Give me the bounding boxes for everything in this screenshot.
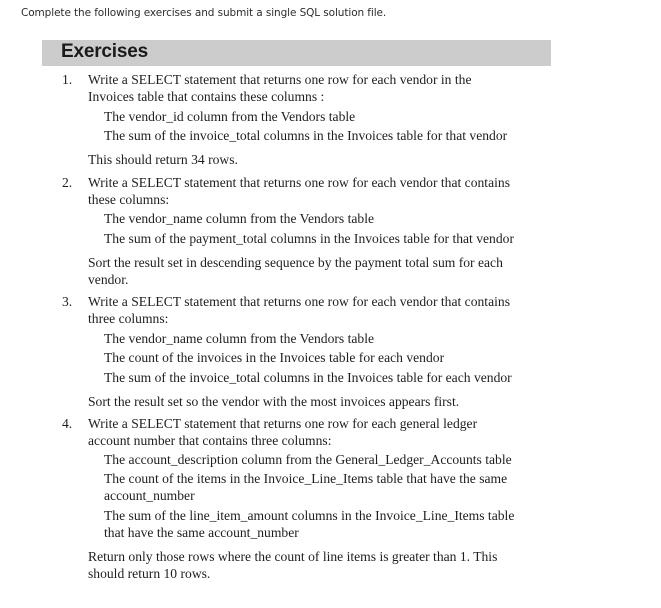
column-spec-line: The sum of the line_item_amount columns in the Invoice_Line_Items table: [104, 508, 515, 523]
column-spec-line: The vendor_id column from the Vendors table: [104, 109, 356, 124]
section-title: Exercises: [61, 41, 148, 62]
column-spec-line: The vendor_name column from the Vendors table: [104, 211, 375, 226]
column-spec-line: that have the same account_number: [104, 525, 299, 540]
exercise-number: 4.: [62, 416, 73, 431]
exercise-note-line: should return 10 rows.: [88, 566, 211, 581]
column-spec-line: account_number: [104, 488, 195, 503]
column-spec-line: The sum of the invoice_total columns in the Invoices table for that vendor: [104, 128, 508, 143]
exercise-note-line: This should return 34 rows.: [88, 152, 238, 167]
exercise-intro-line: three columns:: [88, 311, 169, 326]
column-spec-line: The vendor_name column from the Vendors table: [104, 331, 375, 346]
exercise-intro-line: account number that contains three columns:: [88, 433, 332, 448]
column-spec-line: The sum of the payment_total columns in the Invoices table for that vendor: [104, 231, 514, 246]
column-spec-line: The account_description column from the General_Ledger_Accounts table: [104, 452, 512, 467]
exercise-number: 3.: [62, 294, 73, 309]
exercise-intro-line: Write a SELECT statement that returns one row for each vendor in the: [88, 72, 472, 87]
exercise-number: 1.: [62, 72, 73, 87]
exercise-note-line: Sort the result set so the vendor with the most invoices appears first.: [88, 394, 460, 409]
column-spec-line: The count of the invoices in the Invoices table for each vendor: [104, 350, 445, 365]
exercise-note-line: Return only those rows where the count of line items is greater than 1. This: [88, 549, 498, 564]
exercise-note-line: vendor.: [88, 272, 129, 287]
exercise-number: 2.: [62, 175, 73, 190]
column-spec-line: The sum of the invoice_total columns in the Invoices table for each vendor: [104, 370, 512, 385]
exercise-intro-line: Write a SELECT statement that returns one row for each general ledger: [88, 416, 478, 431]
exercise-intro-line: Invoices table that contains these columns :: [88, 89, 325, 104]
column-spec-line: The count of the items in the Invoice_Line_Items table that have the same: [104, 471, 508, 486]
assignment-instruction: Complete the following exercises and submit a single SQL solution file.: [21, 7, 387, 19]
exercise-note-line: Sort the result set in descending sequence by the payment total sum for each: [88, 255, 503, 270]
exercise-intro-line: Write a SELECT statement that returns one row for each vendor that contains: [88, 294, 510, 309]
exercise-intro-line: these columns:: [88, 192, 170, 207]
exercise-intro-line: Write a SELECT statement that returns one row for each vendor that contains: [88, 175, 510, 190]
exercises-header: [42, 40, 551, 66]
